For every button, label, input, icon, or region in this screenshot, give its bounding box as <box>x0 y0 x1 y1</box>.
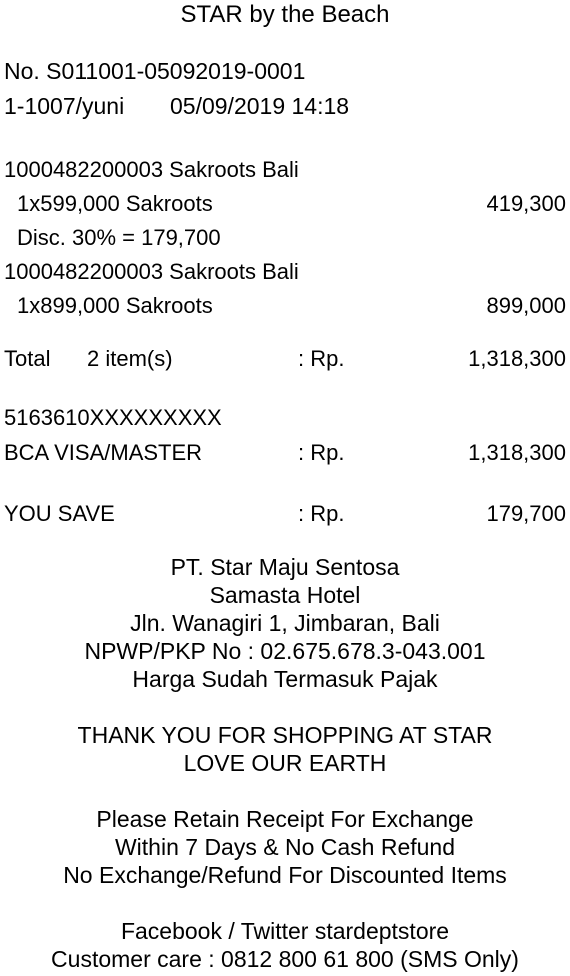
item-amount: 899,000 <box>486 293 566 318</box>
company-name: PT. Star Maju Sentosa <box>170 554 400 580</box>
cashier: 1-1007/yuni <box>4 93 125 119</box>
savings-currency: : Rp. <box>298 501 345 526</box>
tax-id: NPWP/PKP No : 02.675.678.3-043.001 <box>84 638 486 664</box>
payment-method: BCA VISA/MASTER <box>4 440 203 465</box>
total-amount: 1,318,300 <box>468 346 566 371</box>
item-qty-price: 1x599,000 Sakroots <box>17 191 213 216</box>
policy-line: No Exchange/Refund For Discounted Items <box>63 862 507 888</box>
item-code-name: 1000482200003 Sakroots Bali <box>4 259 299 284</box>
savings-label: YOU SAVE <box>4 501 115 526</box>
policy-line: Within 7 Days & No Cash Refund <box>114 834 456 860</box>
thank-you-message: THANK YOU FOR SHOPPING AT STAR <box>77 722 493 748</box>
total-item-count: 2 item(s) <box>87 346 173 371</box>
payment-currency: : Rp. <box>298 440 345 465</box>
card-number: 5163610XXXXXXXXX <box>4 405 222 430</box>
customer-care: Customer care : 0812 800 61 800 (SMS Only) <box>51 946 519 972</box>
hotel-name: Samasta Hotel <box>209 582 361 608</box>
payment-amount: 1,318,300 <box>468 440 566 465</box>
item-qty-price: 1x899,000 Sakroots <box>17 293 213 318</box>
item-amount: 419,300 <box>486 191 566 216</box>
social-media: Facebook / Twitter stardeptstore <box>120 918 450 944</box>
address: Jln. Wanagiri 1, Jimbaran, Bali <box>130 610 440 636</box>
policy-line: Please Retain Receipt For Exchange <box>96 806 474 832</box>
item-code-name: 1000482200003 Sakroots Bali <box>4 157 299 182</box>
receipt-number: No. S011001-05092019-0001 <box>4 58 306 84</box>
total-currency: : Rp. <box>298 346 345 371</box>
savings-amount: 179,700 <box>486 501 566 526</box>
total-label: Total <box>4 346 51 371</box>
datetime: 05/09/2019 14:18 <box>170 93 350 119</box>
item-discount: Disc. 30% = 179,700 <box>17 225 221 250</box>
tax-note: Harga Sudah Termasuk Pajak <box>132 666 438 692</box>
store-name: STAR by the Beach <box>180 1 390 28</box>
slogan: LOVE OUR EARTH <box>183 750 387 776</box>
